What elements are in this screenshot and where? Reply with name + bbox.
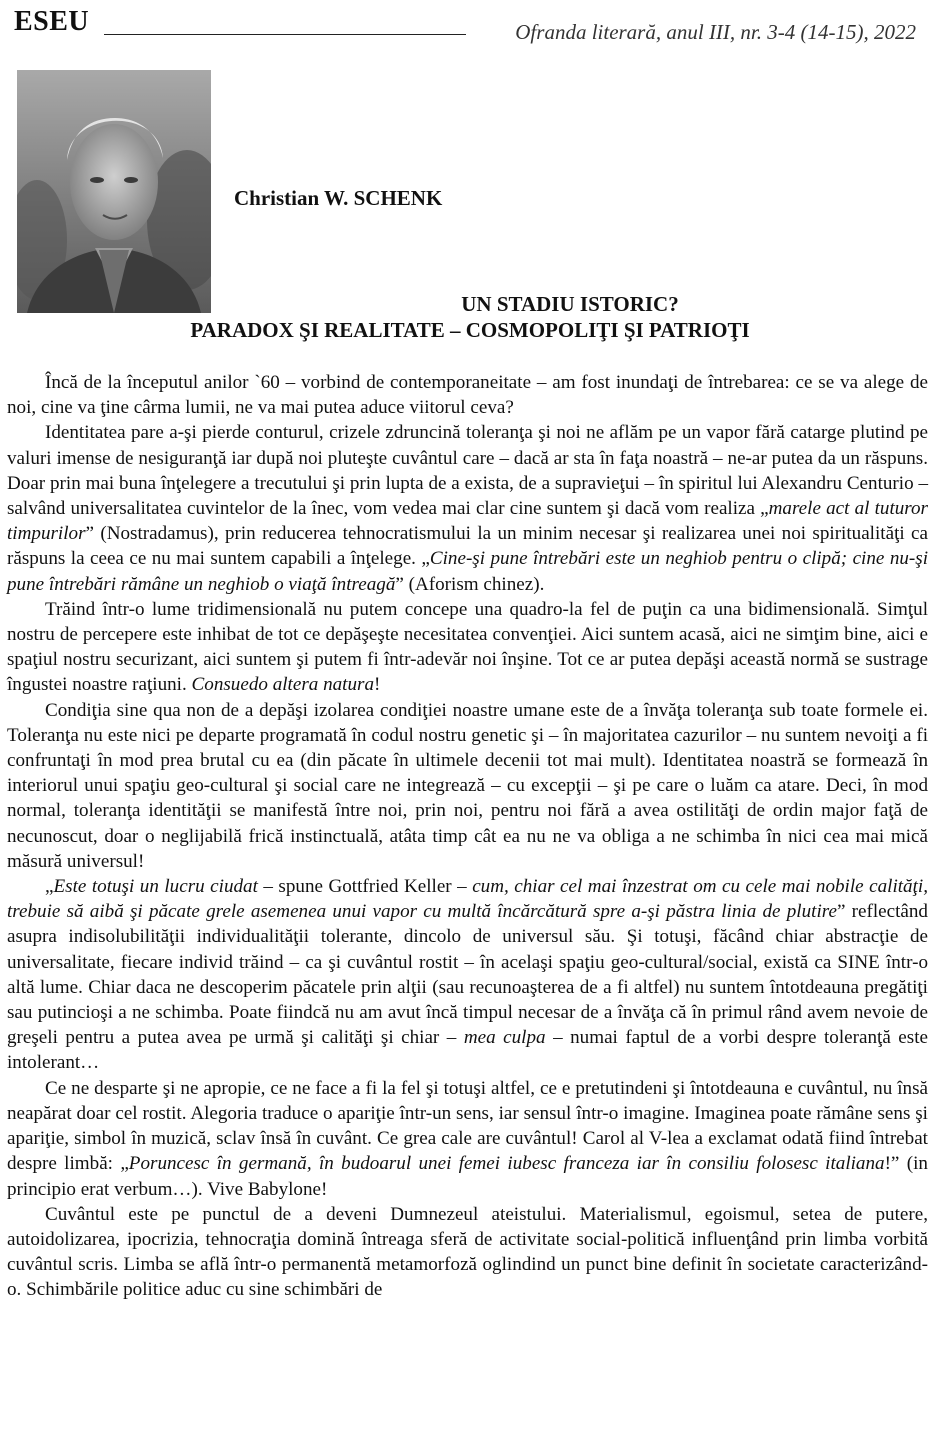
article-body (7, 370, 928, 1303)
paragraph-1 (7, 370, 928, 420)
paragraph-text: Cuvântul este pe punctul de a deveni Dumnezeul ateistului. Materialismul, egoismul, setea de putere, autoidolizarea, ipocrizia, tehnocraţia domină întreaga sferă de activitate social-politică influenţând prin limba vorbită cuvântul scris. Limba se află într-o permanentă metamorfoză oglindind un punct bine definit în societate caracterizând-o. Schimbările politice aduc cu sine schimbări de (7, 1203, 928, 1301)
journal-reference: Ofranda literară, anul III, nr. 3-4 (14-15), 2022 (515, 20, 916, 44)
paragraph-text: ” (Aforism chinez). (395, 573, 545, 595)
paragraph-7 (7, 1202, 928, 1303)
paragraph-4 (7, 698, 928, 874)
quote-latin: Consuedo altera natura (191, 674, 375, 696)
header-rule (104, 34, 466, 35)
quote-charles-v: Poruncesc în germană, în budoarul unei femei iubesc franceza iar în consiliu folosesc italiana (128, 1153, 885, 1175)
quote-keller-1: Este totuşi un lucru ciudat (53, 876, 258, 898)
author-name: Christian W. SCHENK (234, 186, 443, 210)
article-title-line-1: UN STADIU ISTORIC? (461, 292, 679, 316)
section-label: ESEU (14, 6, 90, 37)
quote-mea-culpa: mea culpa (463, 1027, 546, 1049)
paragraph-text: Condiţia sine qua non de a depăşi izolarea condiţiei noastre umane este de a învăţa toleranţa sub toate formele ei. Toleranţa nu este nici pe departe programată în codul nostru genetic şi – în majoritatea cazurilor – nu suntem nevoiţi a fi confruntaţi în mod prea brutal cu ea (din păcate în ultimele decenii tot mai mult). Identitatea noastră se formează în interiorul unui spaţiu geo-cultural şi social care ne integrează – cu excepţii – şi pe care o luăm ca atare. Deci, în mod normal, toleranţa identităţii se manifestă între noi, prin noi, pentru noi fără a avea ostilităţi de ordin major faţă de necunoscut, doar o neglijabilă frică instinctuală, atâta timp cât ea nu ne va obliga a ne schimba în nici cea mai mică măsură universul! (7, 699, 928, 872)
quote-chinese-aphorism: Cine-şi pune întrebări este un neghiob pentru o clipă; cine nu-şi pune întrebări rămâne un neghiob o viaţă întreagă (7, 548, 929, 595)
author-portrait (17, 70, 211, 313)
quote-keller-2: cum, chiar cel mai înzestrat om cu cele mai nobile calităţi, trebuie să aibă şi păcate grele asemenea unui vapor cu multă încărcătură spre a-şi păstra linia de plutire (7, 876, 928, 923)
paragraph-3 (7, 597, 928, 698)
article-title-line-2: PARADOX ŞI REALITATE – COSMOPOLIŢI ŞI PATRIOŢI (190, 318, 750, 342)
paragraph-text: – spune Gottfried Keller – (257, 876, 473, 898)
paragraph-5 (7, 874, 928, 1076)
paragraph-2 (7, 420, 928, 596)
paragraph-text: ” (Nostradamus), prin reducerea tehnocratismului la un minim necesar şi realizarea unei noi spiritualităţi ca răspuns la ceea ce nu mai suntem capabili a înţelege. „ (7, 523, 928, 570)
paragraph-text: !” (in principio erat verbum…). Vive Babylone! (7, 1153, 928, 1200)
paragraph-text: ” reflectând asupra indisolubilităţii individualităţii tolerante, dincolo de universul său. Şi totuşi, făcând chiar abstracţie de universalitate, fiecare individ trăind – ca şi cuvântul rostit – în acelaşi spaţiu geo-cultural/social, există ca SINE într-o altă lume. Chiar daca ne descoperim păcatele prin alţii (sau recunoaşterea de a fi altfel) nu suntem întotdeauna pregătiţi sau putincioşi a ne schimba. Poate fiindcă nu am avut încă timpul necesar de a învăţa că în primul rând avem nevoie de greşeli pentru a putea avea pe urmă şi calităţi şi chiar – (7, 901, 928, 1049)
quote-nostradamus: marele act al tuturor timpurilor (7, 498, 928, 545)
paragraph-text: Trăind într-o lume tridimensională nu putem concepe una quadro-la fel de puţin ca una bidimensională. Simţul nostru de percepere este inhibat de tot ce depăşeşte necesitatea convenţiei. Aici suntem acasă, aici ne simţim bine, aici e spaţiul nostru securizant, aici suntem şi putem fi într-adevăr noi înşine. Tot ce ar putea depăşi această normă se sustrage îngustei noastre raţiuni. (7, 598, 928, 696)
paragraph-text: Identitatea pare a-şi pierde conturul, crizele zdruncină toleranţa şi noi ne aflăm pe un vapor fără catarge plutind pe valuri imense de nesiguranţă iar după noi pluteşte cuvântul care – dacă ar sta în faţa noastră – ne-ar putea da un răspuns. Doar prin mai buna înţelegere a trecutului şi prin lupta de a exista, de a supravieţui – în spiritul lui Alexandru Centurio – salvând universalitatea cuvintelor de la înec, vom vedea mai clar cine suntem şi dacă vom realiza „ (7, 422, 928, 520)
paragraph-text: „ (45, 876, 54, 898)
paragraph-text: – numai faptul de a vorbi despre toleranţă este intolerant… (7, 1027, 928, 1074)
paragraph-text: Ce ne desparte şi ne apropie, ce ne face a fi la fel şi totuşi altfel, ce e pretutindeni şi întotdeauna e cuvântul, nu însă neapărat doar cel rostit. Alegoria traduce o apariţie într-un sens, iar sensul într-o imagine. Imaginea poate rămâne sens şi apariţie, simbol în muzică, sclav însă în cuvânt. Ce grea cale are cuvântul! Carol al V-lea a exclamat odată fiind întrebat despre limbă: „ (7, 1077, 928, 1175)
paragraph-6 (7, 1076, 928, 1202)
paragraph-text: Încă de la începutul anilor `60 – vorbind de contemporaneitate – am fost inundaţi de întrebarea: ce se va alege de noi, cine va ţine cârma lumii, ne va mai putea aduce viitorul ceva? (7, 372, 928, 419)
paragraph-text: ! (374, 674, 381, 696)
